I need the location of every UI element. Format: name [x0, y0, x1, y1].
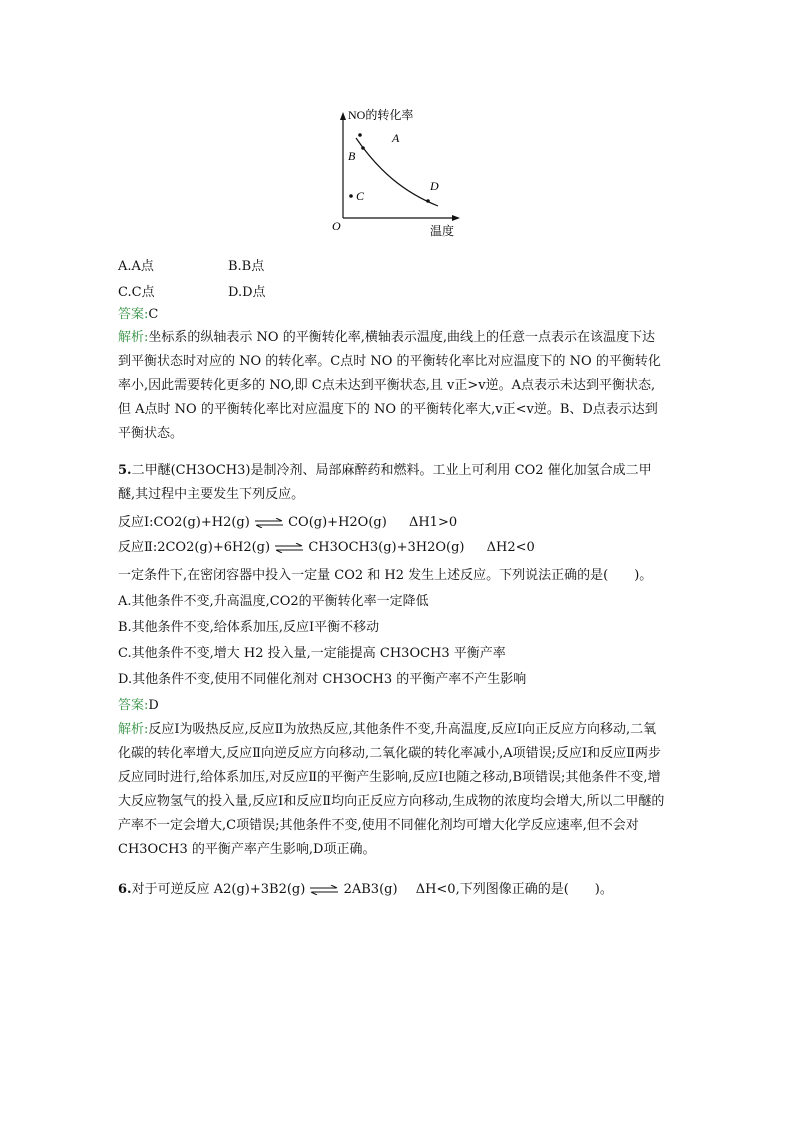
q5-reaction2-label: 反应Ⅱ:: [118, 540, 158, 555]
q5-number: 5.: [118, 463, 132, 478]
q5-stem-text: 二甲醚(CH3OCH3)是制冷剂、局部麻醉药和燃料。工业上可利用 CO2 催化加氢合成二甲醚,其过程中主要发生下列反应。: [118, 463, 652, 502]
q4-answer-label: 答案:: [118, 307, 149, 322]
y-axis-arrow: [340, 112, 346, 120]
q4-analysis-text: 坐标系的纵轴表示 NO 的平衡转化率,横轴表示温度,曲线上的任意一点表示在该温度下达到平衡状态时对应的 NO 的转化率。C点时 NO 的平衡转化率比对应温度下的 NO 的平衡转化率小,因此需要转化更多的 NO,即 C点未达到平衡状态,且 v正>v逆。A点表示未达到平衡状态,但 A点时 NO 的平衡转化率比对应温度下的 NO 的平衡转化率大,v正<v逆。B、D点表示达到平衡状态。: [118, 330, 661, 441]
point-b-dot: [361, 146, 365, 150]
q5-answer-value: D: [148, 698, 159, 713]
q5-reaction1-label: 反应Ⅰ:: [118, 515, 154, 530]
q5-reaction-2: [118, 540, 535, 556]
x-axis-label: 温度: [430, 224, 455, 238]
q5-reaction1-right: CO(g)+H2O(g): [288, 515, 387, 530]
q5-option-c: C.其他条件不变,增大 H2 投入量,一定能提高 CH3OCH3 平衡产率: [118, 646, 506, 661]
q5-analysis-label: 解析:: [118, 722, 149, 737]
q4-option-a: A.A点: [118, 259, 154, 274]
q6-number: 6.: [118, 882, 132, 897]
q6-stem: [118, 882, 613, 898]
q5-reaction1-left: CO2(g)+H2(g): [153, 515, 250, 530]
q6-left: A2(g)+3B2(g): [213, 882, 306, 897]
point-a-label: A: [392, 131, 400, 145]
q5-option-a: A.其他条件不变,升高温度,CO2的平衡转化率一定降低: [118, 594, 429, 609]
point-b-label: B: [348, 149, 356, 163]
q5-option-d: D.其他条件不变,使用不同催化剂对 CH3OCH3 的平衡产率不产生影响: [118, 672, 527, 687]
q4-option-d: D.D点: [228, 285, 266, 300]
q6-right: 2AB3(g): [343, 882, 398, 897]
no-conversion-temperature-graph: [318, 100, 468, 240]
origin-label: O: [332, 219, 341, 233]
q5-reaction-1: [118, 515, 457, 531]
q4-analysis-label: 解析:: [118, 330, 149, 345]
point-c-dot: [349, 194, 353, 198]
q5-analysis: [118, 718, 666, 862]
q5-reaction2-left: 2CO2(g)+6H2(g): [157, 540, 271, 555]
q4-analysis: [118, 326, 666, 446]
point-c-label: C: [356, 189, 365, 203]
q6-dh: ΔH<0: [415, 882, 456, 897]
q4-option-b: B.B点: [228, 259, 265, 274]
q4-answer-value: C: [148, 307, 159, 322]
x-axis-arrow: [452, 215, 460, 221]
point-d-dot: [426, 199, 430, 203]
q5-stem: [118, 459, 666, 507]
q5-option-b: B.其他条件不变,给体系加压,反应Ⅰ平衡不移动: [118, 620, 380, 635]
q4-answer: [118, 307, 158, 323]
q6-suffix: ,下列图像正确的是( )。: [455, 882, 613, 897]
point-d-label: D: [430, 179, 439, 193]
q5-answer-label: 答案:: [118, 698, 149, 713]
equilibrium-curve: [356, 138, 438, 206]
y-axis-label: NO的转化率: [348, 108, 414, 122]
q4-option-c: C.C点: [118, 285, 155, 300]
equilibrium-arrow-icon: [254, 518, 284, 528]
q5-reaction2-right: CH3OCH3(g)+3H2O(g): [308, 540, 465, 555]
q5-answer: [118, 698, 159, 714]
q5-analysis-text: 反应Ⅰ为吸热反应,反应Ⅱ为放热反应,其他条件不变,升高温度,反应Ⅰ向正反应方向移动,二氧化碳的转化率增大,反应Ⅱ向逆反应方向移动,二氧化碳的转化率减小,A项错误;反应Ⅰ和反应Ⅱ两步反应同时进行,给体系加压,对反应Ⅱ的平衡产生影响,反应Ⅰ也随之移动,B项错误;其他条件不变,增大反应物氢气的投入量,反应Ⅰ和反应Ⅱ均向正反应方向移动,生成物的浓度均会增大,所以二甲醚的产率不一定会增大,C项错误;其他条件不变,使用不同催化剂均可增大化学反应速率,但不会对 CH3OCH3 的平衡产率产生影响,D项正确。: [118, 722, 665, 857]
q5-question: 一定条件下,在密闭容器中投入一定量 CO2 和 H2 发生上述反应。下列说法正确的是( )。: [118, 568, 653, 583]
q5-reaction2-dh: ΔH2<0: [486, 540, 535, 555]
q5-reaction1-dh: ΔH1>0: [408, 515, 458, 530]
equilibrium-arrow-icon: [274, 543, 304, 553]
equilibrium-arrow-icon: [309, 885, 339, 895]
q4-options-row-1: [118, 255, 264, 274]
q4-options-row-2: [118, 281, 266, 300]
point-a-dot: [358, 133, 362, 137]
q6-prefix: 对于可逆反应: [131, 882, 210, 897]
